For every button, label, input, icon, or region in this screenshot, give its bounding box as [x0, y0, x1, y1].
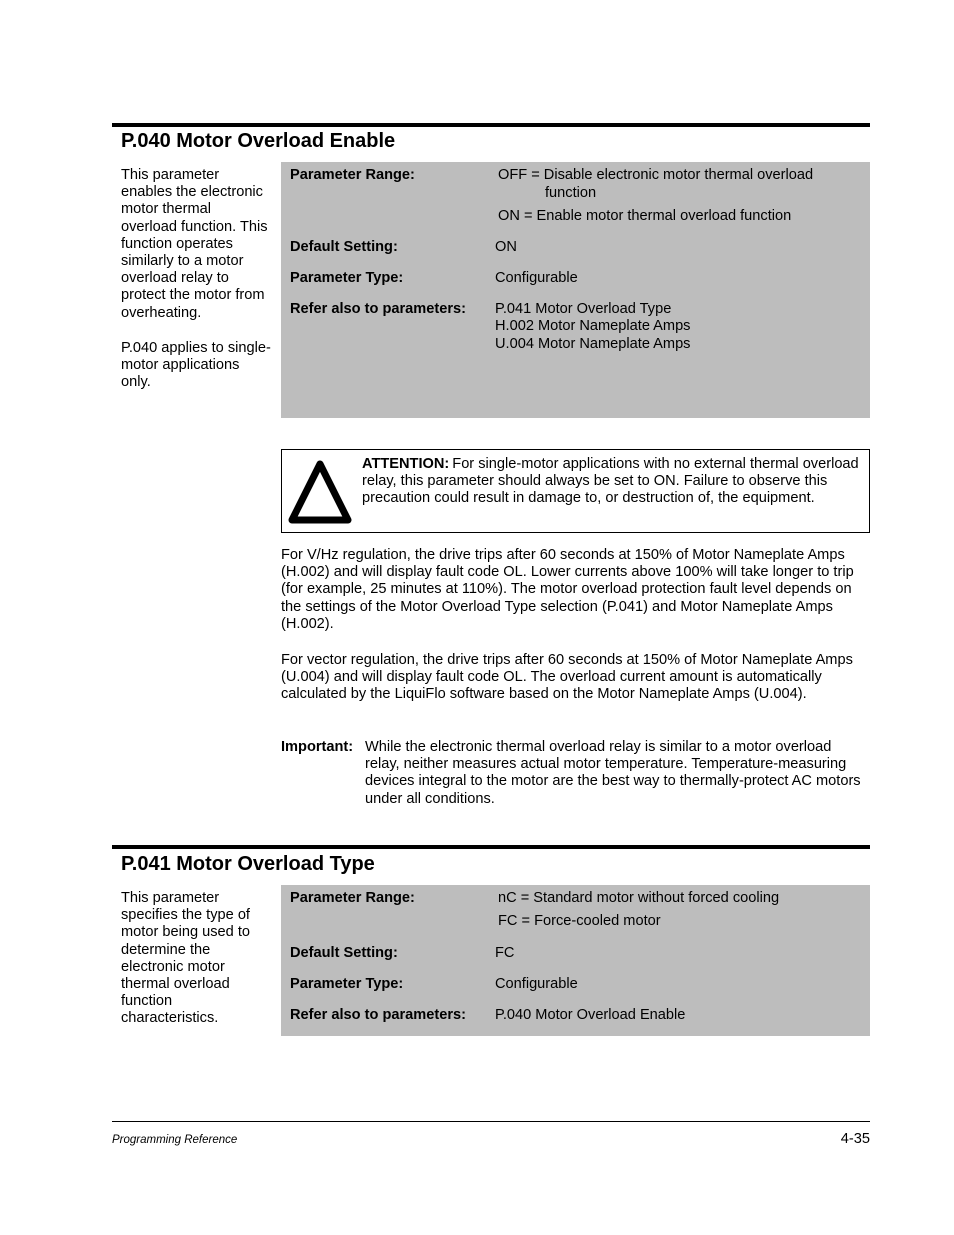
param-default-value: ON	[495, 239, 517, 255]
footer-title: Programming Reference	[112, 1134, 238, 1146]
sidebar-description-p041	[121, 890, 271, 1046]
param-range-value: nC = Standard motor without forced cooling	[498, 890, 780, 906]
param-default-label: Default Setting:	[290, 239, 398, 255]
attention-box	[281, 449, 870, 533]
param-type-label: Parameter Type:	[290, 270, 404, 286]
footer-rule	[112, 1121, 870, 1122]
section-title-p040: P.040 Motor Overload Enable	[121, 130, 396, 152]
param-type-value: Configurable	[495, 976, 578, 992]
param-refer-value: H.002 Motor Nameplate Amps	[495, 318, 691, 334]
body-paragraph-vector: For vector regulation, the drive trips after 60 seconds at 150% of Motor Nameplate Amps (U.004) and will display fault code OL. The overload current amount is automatically calculated by the LiquiFlo software based on the Motor Nameplate Amps (U.004).	[281, 652, 853, 703]
param-default-value: FC	[495, 945, 515, 961]
important-text: While the electronic thermal overload relay is similar to a motor overload relay, neither measures actual motor temperature. Temperature-measuring devices integral to the motor are the best way to thermally-protect AC motors under all conditions.	[365, 739, 861, 807]
sidebar-paragraph: P.040 applies to single-motor applications only.	[121, 339, 271, 391]
important-label: Important:	[281, 739, 354, 755]
attention-label: ATTENTION:	[362, 456, 450, 472]
param-refer-label: Refer also to parameters:	[290, 301, 467, 317]
param-refer-value: P.040 Motor Overload Enable	[495, 1007, 686, 1023]
attention-text	[362, 456, 862, 508]
parameter-table-p041	[281, 885, 870, 1036]
body-paragraph-vhz: For V/Hz regulation, the drive trips after 60 seconds at 150% of Motor Nameplate Amps (H.002) and will display fault code OL. Lower currents above 100% will take longer to trip (for example, 25 minutes at 110%). The motor overload protection fault level depends on the settings of the Motor Overload Type selection (P.041) and Motor Nameplate Amps (H.002).	[281, 547, 854, 632]
section-rule-p040	[112, 123, 870, 127]
parameter-table-p040	[281, 162, 870, 418]
param-range-value: ON = Enable motor thermal overload function	[498, 208, 792, 224]
param-refer-label: Refer also to parameters:	[290, 1007, 467, 1023]
param-range-value: FC = Force-cooled motor	[498, 913, 661, 929]
warning-triangle-icon	[285, 456, 355, 526]
param-type-label: Parameter Type:	[290, 976, 404, 992]
param-range-label: Parameter Range:	[290, 890, 415, 906]
param-range-value: function	[545, 185, 597, 201]
attention-message: For single-motor applications with no external thermal overload relay, this parameter should always be set to ON. Failure to observe this precaution could result in damage to, or destruction of, the equipment.	[362, 456, 859, 507]
param-refer-value: U.004 Motor Nameplate Amps	[495, 336, 691, 352]
param-refer-value: P.041 Motor Overload Type	[495, 301, 672, 317]
param-range-value: OFF = Disable electronic motor thermal overload	[498, 167, 814, 183]
param-type-value: Configurable	[495, 270, 578, 286]
param-range-label: Parameter Range:	[290, 167, 415, 183]
sidebar-paragraph: This parameter specifies the type of motor being used to determine the electronic motor thermal overload function characteristics.	[121, 890, 250, 1027]
sidebar-paragraph: This parameter enables the electronic motor thermal overload function. This function operates similarly to a motor overload relay to protect the motor from overheating.	[121, 167, 268, 321]
page-number: 4-35	[840, 1131, 870, 1147]
section-rule-p041	[112, 845, 870, 849]
sidebar-description-p040	[121, 167, 271, 409]
section-title-p041: P.041 Motor Overload Type	[121, 853, 375, 875]
param-default-label: Default Setting:	[290, 945, 398, 961]
